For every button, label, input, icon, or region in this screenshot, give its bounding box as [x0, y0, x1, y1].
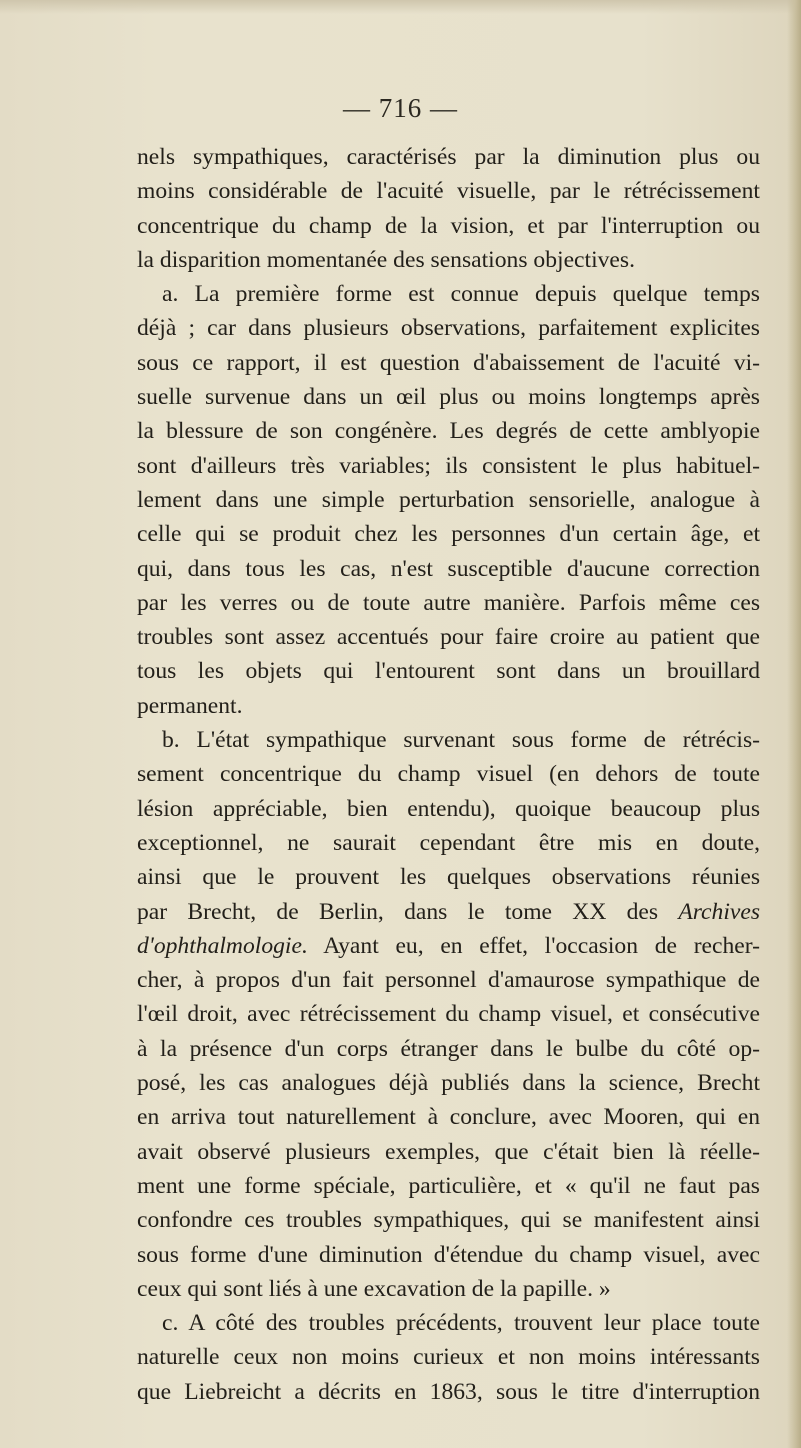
text-line: sont d'ailleurs très variables; ils consistent le plus habituel-	[137, 452, 760, 479]
text-line	[137, 895, 760, 929]
text-line: déjà ; car dans plusieurs observations, parfaitement explicites	[137, 315, 760, 342]
text-line: suelle survenue dans un œil plus ou moins longtemps après	[137, 384, 760, 411]
page-top-shadow	[0, 0, 801, 14]
text-line: lésion appréciable, bien entendu), quoique beaucoup plus	[137, 795, 760, 822]
text-line: troubles sont assez accentués pour faire croire au patient que	[137, 624, 760, 651]
text-line: confondre ces troubles sympathiques, qui se manifestent ainsi	[137, 1207, 760, 1234]
text-span: Ayant eu, en effet, l'occasion de recher-	[307, 932, 760, 959]
text-line: la disparition momentanée des sensations objectives.	[137, 246, 635, 273]
text-line: sement concentrique du champ visuel (en dehors de toute	[137, 761, 760, 788]
text-line: naturelle ceux non moins curieux et non moins intéressants	[137, 1344, 760, 1371]
text-line: tous les objets qui l'entourent sont dans un brouillard	[137, 658, 760, 685]
text-line: qui, dans tous les cas, n'est susceptible d'aucune correction	[137, 555, 760, 582]
text-line: sous forme d'une diminution d'étendue du champ visuel, avec	[137, 1241, 760, 1268]
body-text	[137, 140, 760, 1409]
page-number: — 716 —	[343, 93, 458, 123]
text-line: à la présence d'un corps étranger dans le bulbe du côté op-	[137, 1035, 760, 1062]
text-line: celle qui se produit chez les personnes d'un certain âge, et	[137, 521, 760, 548]
text-line: permanent.	[137, 692, 243, 719]
text-line: que Liebreicht a décrits en 1863, sous le titre d'interruption	[137, 1378, 760, 1405]
text-line: exceptionnel, ne saurait cependant être mis en doute,	[137, 829, 760, 856]
text-line: moins considérable de l'acuité visuelle, par le rétrécissement	[137, 178, 760, 205]
text-line: la blessure de son congénère. Les degrés de cette amblyopie	[137, 418, 760, 445]
text-line: nels sympathiques, caractérisés par la diminution plus ou	[137, 144, 760, 170]
journal-title: d'ophthalmologie.	[137, 932, 308, 959]
text-line: posé, les cas analogues déjà publiés dans la science, Brecht	[137, 1070, 760, 1097]
text-line: par les verres ou de toute autre manière. Parfois même ces	[137, 589, 760, 616]
text-line: c. A côté des troubles précédents, trouvent leur place toute	[162, 1310, 760, 1337]
text-line	[137, 929, 760, 963]
journal-title: Archives	[678, 898, 760, 925]
text-line: a. La première forme est connue depuis quelque temps	[162, 281, 760, 308]
text-line: concentrique du champ de la vision, et par l'interruption ou	[137, 212, 760, 239]
text-line: b. L'état sympathique survenant sous forme de rétrécis-	[162, 727, 760, 754]
text-line: ainsi que le prouvent les quelques observations réunies	[137, 864, 760, 891]
text-line: l'œil droit, avec rétrécissement du champ visuel, et consécutive	[137, 1001, 760, 1028]
text-line: sous ce rapport, il est question d'abaissement de l'acuité vi-	[137, 349, 760, 376]
text-line: en arriva tout naturellement à conclure, avec Mooren, qui en	[137, 1104, 760, 1131]
text-line: lement dans une simple perturbation sensorielle, analogue à	[137, 486, 760, 513]
text-line: avait observé plusieurs exemples, que c'était bien là réelle-	[137, 1138, 760, 1165]
page-right-edge	[787, 0, 801, 1448]
text-line: ceux qui sont liés à une excavation de la papille. »	[137, 1275, 611, 1302]
text-line: ment une forme spéciale, particulière, et « qu'il ne faut pas	[137, 1172, 760, 1199]
text-line: cher, à propos d'un fait personnel d'amaurose sympathique de	[137, 967, 760, 994]
text-span: par Brecht, de Berlin, dans le tome XX des	[137, 898, 679, 925]
